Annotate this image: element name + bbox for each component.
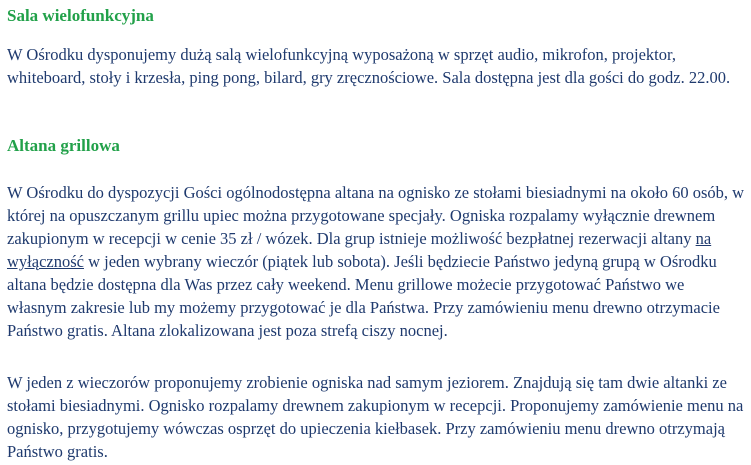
paragraph-altana [7,181,747,342]
paragraph-altana-text-1: W Ośrodku do dyspozycji Gości ogólnodostępna altana na ognisko ze stołami biesiadnymi na około 60 osób, w której na opuszczanym grillu upiec można przygotowane specjały. Ogniska rozpalamy wyłącznie drewnem zakupionym w recepcji w cenie 35 zł / wózek. Dla grup istnieje możliwość bezpłatnej rezerwacji altany [7,183,745,248]
paragraph-sala: W Ośrodku dysponujemy dużą salą wielofunkcyjną wyposażoną w sprzęt audio, mikrofon, projektor, whiteboard, stoły i krzesła, ping pong, bilard, gry zręcznościowe. Sala dostępna jest dla gości do godz. 22.00. [7,45,731,87]
paragraph-altana-text-2: w jeden wybrany wieczór (piątek lub sobota). Jeśli będziecie Państwo jedyną grupą w Ośrodku altana będzie dostępna dla Was przez cały weekend. Menu grillowe możecie przygotować Państwo we własnym zakresie lub my możemy przygotować je dla Państwa. Przy zamówieniu menu drewno otrzymacie Państwo gratis. Altana zlokalizowana jest poza strefą ciszy nocnej. [7,252,720,340]
underlined-phrase: na wyłączność [7,229,712,271]
section-heading-altana: Altana grillowa [7,136,120,155]
paragraph-ognisko: W jeden z wieczorów proponujemy zrobienie ogniska nad samym jeziorem. Znajdują się tam dwie altanki ze stołami biesiadnymi. Ognisko rozpalamy drewnem zakupionym w recepcji. Proponujemy zamówienie menu na ognisko, przygotujemy wówczas osprzęt do upieczenia kiełbasek. Przy zamówieniu menu drewno otrzymają Państwo gratis. [7,373,744,461]
section-heading-sala: Sala wielofunkcyjna [7,6,154,25]
